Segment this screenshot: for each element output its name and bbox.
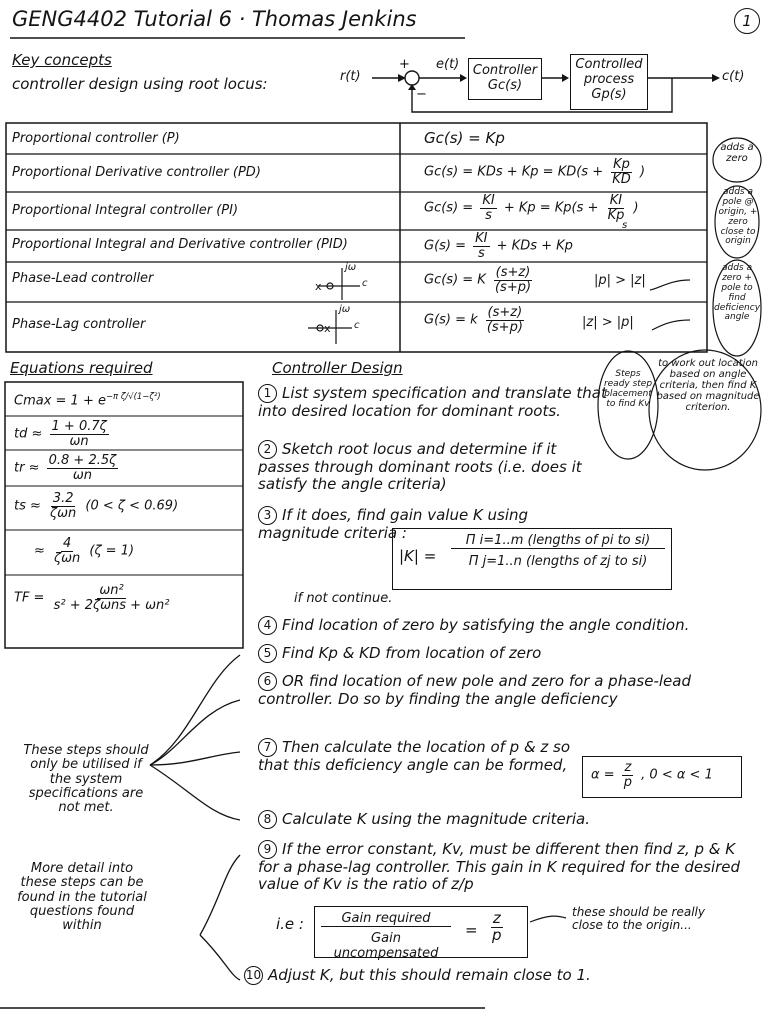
controller-cond-lead: |p| > |z| — [594, 273, 646, 288]
magnitude-criteria-box — [392, 528, 672, 590]
controller-tf-pid: G(s) = $\frac{KI}{s}$ + KDs + Kp — [424, 231, 573, 261]
svg-text:x: x — [315, 280, 322, 293]
process-block-line1: Controlled — [575, 57, 643, 72]
controller-name-lag: Phase-Lag controller — [12, 317, 146, 332]
gain-ratio-box — [314, 906, 528, 961]
design-step-9: 9 If the error constant, Kv, must be different then find z, p & K for a phase-lag controller. This gain in K required for the desired value of Kv is the ratio of z/p — [258, 840, 741, 893]
design-step-10: 10 Adjust K, but this should remain close to 1. — [245, 966, 591, 984]
margin-note-pd: adds a zero — [720, 142, 754, 164]
gain-ratio-note: these should be really close to the origin... — [572, 905, 705, 933]
magnitude-fraction — [451, 533, 665, 569]
controller-block — [468, 58, 542, 100]
lead-axis-y-label: jω — [345, 262, 357, 273]
controller-block-line2: Gc(s) — [487, 78, 523, 93]
design-heading: Controller Design — [272, 359, 403, 377]
controller-name-p: Proportional controller (P) — [12, 131, 180, 146]
svg-text:x: x — [324, 322, 331, 335]
magnitude-denominator: Π j=1..n (lengths of zj to si) — [468, 554, 648, 569]
design-step-1: 1 List system specification and translate that into desired location for dominant roots. — [258, 384, 607, 420]
gain-uncompensated-label: Gain uncompensated — [333, 931, 439, 961]
magnitude-lhs: |K| = — [399, 547, 437, 565]
margin-note-pi: adds a pole @ origin, + zero close to origin — [718, 187, 758, 247]
alpha-expression: α = $\frac{z}{p}$ , 0 < α < 1 — [591, 760, 713, 790]
equations-heading: Equations required — [10, 359, 153, 377]
lag-axis-y-label: jω — [339, 304, 351, 315]
gain-required-label: Gain required — [321, 911, 451, 927]
process-block-line3: Gp(s) — [591, 87, 627, 102]
design-step-3: 3 If it does, find gain value K using magnitude criteria : — [258, 506, 529, 542]
alpha-box — [582, 756, 742, 798]
magnitude-numerator: Π i=1..m (lengths of pi to si) — [451, 533, 665, 549]
equation-tr: tr ≈ $\frac{0.8 + 2.5\zeta}{\omega n}$ — [14, 453, 117, 483]
controller-tf-pi-under: s — [622, 220, 628, 231]
controller-name-pd: Proportional Derivative controller (PD) — [12, 165, 261, 180]
margin-note-steps-right: to work out location based on angle criteria, then find K based on magnitude criterion. — [656, 358, 760, 413]
controller-tf-pi: Gc(s) = $\frac{KI}{s}$ + Kp = Kp(s + $\frac{KI}{Kp}$ ) — [424, 193, 639, 223]
process-block-line2: process — [583, 72, 635, 87]
design-step-4: 4 Find location of zero by satisfying the angle condition. — [258, 616, 689, 635]
design-step-5: 5 Find Kp & KD from location of zero — [258, 644, 541, 663]
controller-cond-lag: |z| > |p| — [582, 315, 634, 330]
equation-tf: TF = $\frac{\text{ωn²}}{\text{s² + 2ζωns + ωn²}}$ — [14, 583, 170, 613]
diagram-output-label: c(t) — [722, 69, 745, 84]
margin-note-steps-left: Steps ready step placement to find Kv — [603, 369, 653, 409]
design-step-2: 2 Sketch root locus and determine if it passes through dominant roots (i.e. does it satisfy the angle criteria) — [258, 440, 582, 493]
margin-note-lead: adds a zero + pole to find deficiency angle — [714, 263, 761, 323]
page-title: GENG4402 Tutorial 6 · Thomas Jenkins — [12, 7, 417, 31]
design-step-6: 6 OR find location of new pole and zero for a phase-lead controller. Do so by finding the angle deficiency — [258, 672, 691, 708]
controller-tf-lag: G(s) = k $\frac{(s+z)}{(s+p)}$ — [424, 305, 523, 335]
equation-td: td ≈ $\frac{1 + 0.7\zeta}{\omega n}$ — [14, 419, 107, 449]
lead-axis-x-label: c — [362, 278, 368, 289]
equation-ts: ts ≈ $\frac{3.2}{\text{ζωn}}$ (0 < ζ < 0.69) — [14, 491, 179, 521]
key-concepts-subtitle: controller design using root locus: — [12, 75, 268, 93]
gain-ratio-ie: i.e : — [276, 915, 304, 933]
diagram-input-label: r(t) — [340, 69, 361, 84]
controller-name-pid: Proportional Integral and Derivative controller (PID) — [12, 237, 348, 252]
diagram-error-label: e(t) — [436, 57, 460, 72]
side-note-more-detail: More detail into these steps can be found in the tutorial questions found within — [17, 861, 147, 934]
lag-axis-x-label: c — [354, 320, 360, 331]
gain-ratio-fraction — [321, 911, 451, 961]
equation-cmax: $Cmax = 1 + e^{-\pi \zeta/√(1-\zeta^2)}$ — [14, 391, 161, 409]
controller-name-pi: Proportional Integral controller (PI) — [12, 203, 239, 218]
controller-tf-p: Gc(s) = Kp — [424, 129, 505, 147]
controller-tf-pd: Gc(s) = KDs + Kp = KD(s + $\frac{Kp}{KD}$ ) — [424, 157, 646, 187]
design-step-7: 7 Then calculate the location of p & z so that this deficiency angle can be formed, — [258, 738, 571, 774]
side-note-steps-usage: These steps should only be utilised if the system specifications are not met. — [23, 743, 149, 816]
controller-block-line1: Controller — [472, 63, 538, 78]
equation-ts-critical: ≈ $\frac{4}{\text{ζωn}}$ (ζ = 1) — [34, 536, 135, 566]
controller-tf-lead: Gc(s) = K $\frac{(s+z)}{(s+p)}$ — [424, 265, 532, 295]
design-step-8: 8 Calculate K using the magnitude criteria. — [258, 810, 590, 829]
gain-ratio-equals: = — [465, 921, 478, 939]
diagram-plus-sign: + — [399, 57, 410, 72]
page-number: 1 — [734, 8, 760, 34]
gain-ratio-zp: $\frac{z}{p}$ — [492, 909, 502, 944]
if-not-continue: if not continue. — [294, 591, 393, 606]
process-block — [570, 54, 648, 110]
key-concepts-heading: Key concepts — [12, 51, 112, 69]
controller-name-lead: Phase-Lead controller — [12, 271, 154, 286]
diagram-minus-sign: − — [416, 87, 427, 102]
